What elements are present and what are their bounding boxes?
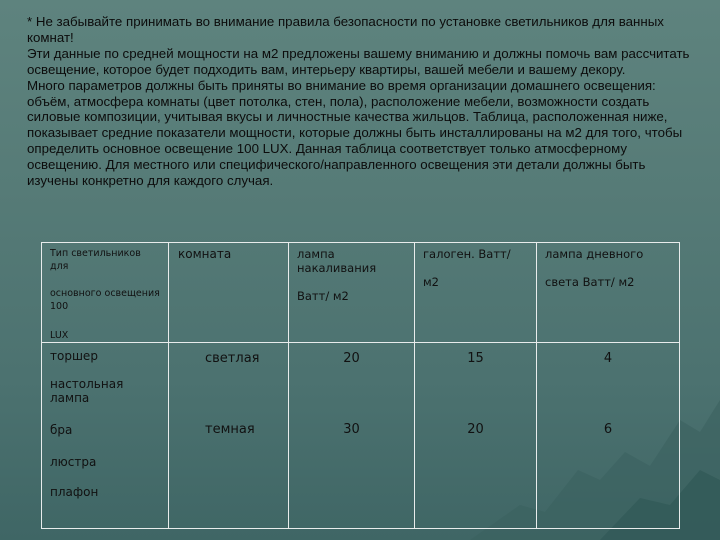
lamp-sconce: бра [50, 423, 73, 437]
room-values [169, 343, 289, 529]
header-daylight: лампа дневного света Ватт/ м2 [537, 243, 680, 343]
lamp-ceiling: плафон [50, 485, 99, 499]
lamp-floor: торшер [50, 349, 98, 363]
paragraph-purpose: Эти данные по средней мощности на м2 предложены вашему вниманию и должны помочь вам рассчитать освещение, которое будет подходить вам, интерьеру квартиры, вашей мебели и вашему декору. [27, 45, 690, 77]
safety-note: * Не забывайте принимать во внимание правила безопасности по установке светильников для ванных комнат! [27, 14, 664, 45]
header-lamp-type: Тип светильников для основного освещения 100 LUX [42, 243, 169, 343]
table-row [42, 343, 680, 529]
room-dark: темная [205, 422, 255, 437]
intro-text [27, 14, 699, 189]
lamp-table: настольная лампа [50, 377, 124, 405]
header-room: комната [169, 243, 289, 343]
table-header-row [42, 243, 680, 343]
header-incandescent: лампа накаливания Ватт/ м2 [289, 243, 415, 343]
lighting-power-table [41, 242, 680, 529]
lamp-list [42, 343, 169, 529]
incandescent-values: 20 30 [289, 343, 415, 529]
header-halogen: галоген. Ватт/ м2 [415, 243, 537, 343]
daylight-values: 4 6 [537, 343, 680, 529]
lamp-chandelier: люстра [50, 455, 97, 469]
halogen-values: 15 20 [415, 343, 537, 529]
room-light: светлая [205, 351, 260, 366]
paragraph-parameters: Много параметров должны быть приняты во внимание во время организации домашнего освещения: объём, атмосфера комнаты (цвет потолка, стен, пола), расположение мебели, возможности создать силовые композиции, учитывая вкусы и личностные качества жильцов. Таблица, расположенная ниже, показывает средние показатели мощности, которые должны быть инсталлированы на м2 для того, чтобы определить основное освещение 100 LUX. Данная таблица соответствует только атмосферному освещению. Для местного или специфического/направленного освещения эти детали должны быть изучены конкретно для каждого случая. [27, 77, 683, 189]
